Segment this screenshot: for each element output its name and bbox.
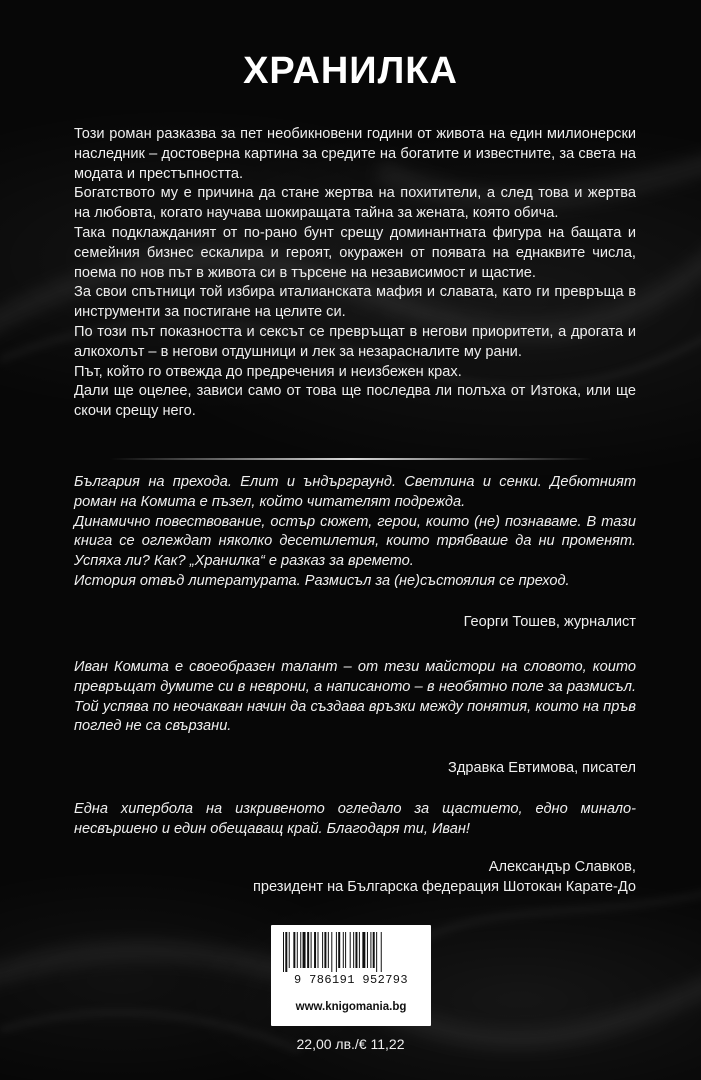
review-line: Иван Комита е своеобразен талант – от тези майстори на словото, които превръщат думите си в неврони, а написаното – в необятно поле за размисъл. Той успява по неочакван начин да създава връзки между понятия, които на пръв поглед не са свързани. [74,659,636,735]
isbn-number: 9 786191 952793 [293,973,409,987]
synopsis-paragraph: Дали ще оцелее, зависи само от това ще последва ли полъха от Изтока, или ще скочи срещу него. [74,383,636,420]
review-author [74,858,636,898]
barcode-bar [338,932,340,968]
barcode-bar [381,932,382,972]
synopsis-paragraph: По този път показността и сексът се превръщат в негови приоритети, а дрогата и алкохолът – в негови отдушници и лек за незарасналите му рани. [74,323,636,360]
synopsis-paragraph: Богатството му е причина да стане жертва на похитители, а след това и жертва на любовта, когато научава шокиращата тайна за жената, която обича. [74,185,636,222]
barcode-bar [314,932,316,968]
barcode-bar [324,932,326,968]
review-line: Една хипербола на изкривеното огледало за щастието, едно минало-несвършено и един обещаващ край. Благодаря ти, Иван! [74,801,636,837]
barcode-bar [283,932,284,972]
barcode-bar [318,932,319,968]
review-line: Динамично повествование, остър сюжет, герои, които (не) познаваме. В тази книга се оглеждат няколко десетилетия, които трябваше да ни променят. Успяха ли? Как? „Хранилка“ е разказ за времето. [74,513,636,570]
book-title: ХРАНИЛКА [243,50,458,92]
review-quote [74,800,636,840]
barcode-bar [331,932,332,972]
synopsis [74,125,636,422]
price: 22,00 лв./€ 11,22 [296,1036,405,1052]
barcode-bar [328,932,329,968]
review-line: История отвъд литературата. Размисъл за (не)състоялия се преход. [74,572,570,589]
barcode-bar [370,932,371,968]
barcode-bar [293,932,295,968]
barcode-icon [283,932,419,972]
synopsis-paragraph: Път, който го отвежда до предречения и неизбежен крах. [74,363,462,380]
barcode-bar [373,932,375,968]
review-line: България на прехода. Елит и ъндърграунд. Светлина и сенки. Дебютният роман на Комита е пъзел, който читателят подрежда. [74,474,636,510]
barcode-bar [289,932,290,968]
barcode-bar [303,932,306,968]
review-author [74,613,636,633]
barcode-bar [359,932,360,968]
barcode-bar [353,932,354,968]
publisher-website: www.knigomania.bg [295,1001,407,1013]
review-author [74,759,636,779]
barcode-bar [322,932,323,968]
barcode-bar [367,932,368,968]
barcode-label [271,925,431,1026]
review-author-line: Здравка Евтимова, писател [448,760,636,776]
review-author-line: Георги Тошев, журналист [463,614,636,630]
barcode-bar [362,932,365,968]
barcode-bar [307,932,309,968]
barcode-bar [376,932,377,972]
review-author-line: Александър Славков, [488,859,636,875]
review-author-line: президент на Българска федерация Шотокан Карате-До [252,878,636,895]
barcode-bar [311,932,312,968]
section-divider [110,458,592,460]
barcode-bar [350,932,351,968]
barcode-bar [297,932,298,968]
barcode-bar [345,932,346,968]
synopsis-paragraph: Този роман разказва за пет необикновени години от живота на един милионерски наследник – достоверна картина за средите на богатите и известните, за света на модата и престъпността. [74,126,636,182]
synopsis-paragraph: Така подклажданият от по-рано бунт срещу доминантната фигура на бащата и семейния бизнес ескалира и героят, окуражен от появата на еднаквите числа, поема по нов път в живота си в търсене на независимост и щастие. [74,224,636,281]
synopsis-paragraph: За свои спътници той избира италианската мафия и славата, като ги превръща в инструменти за постигане на целите си. [74,284,636,321]
barcode-bar [300,932,301,968]
review-quote [74,658,636,737]
barcode-bar [343,932,344,968]
review-quote [74,473,636,592]
barcode-bar [285,932,287,972]
barcode-bar [336,932,337,972]
barcode-bar [355,932,357,968]
